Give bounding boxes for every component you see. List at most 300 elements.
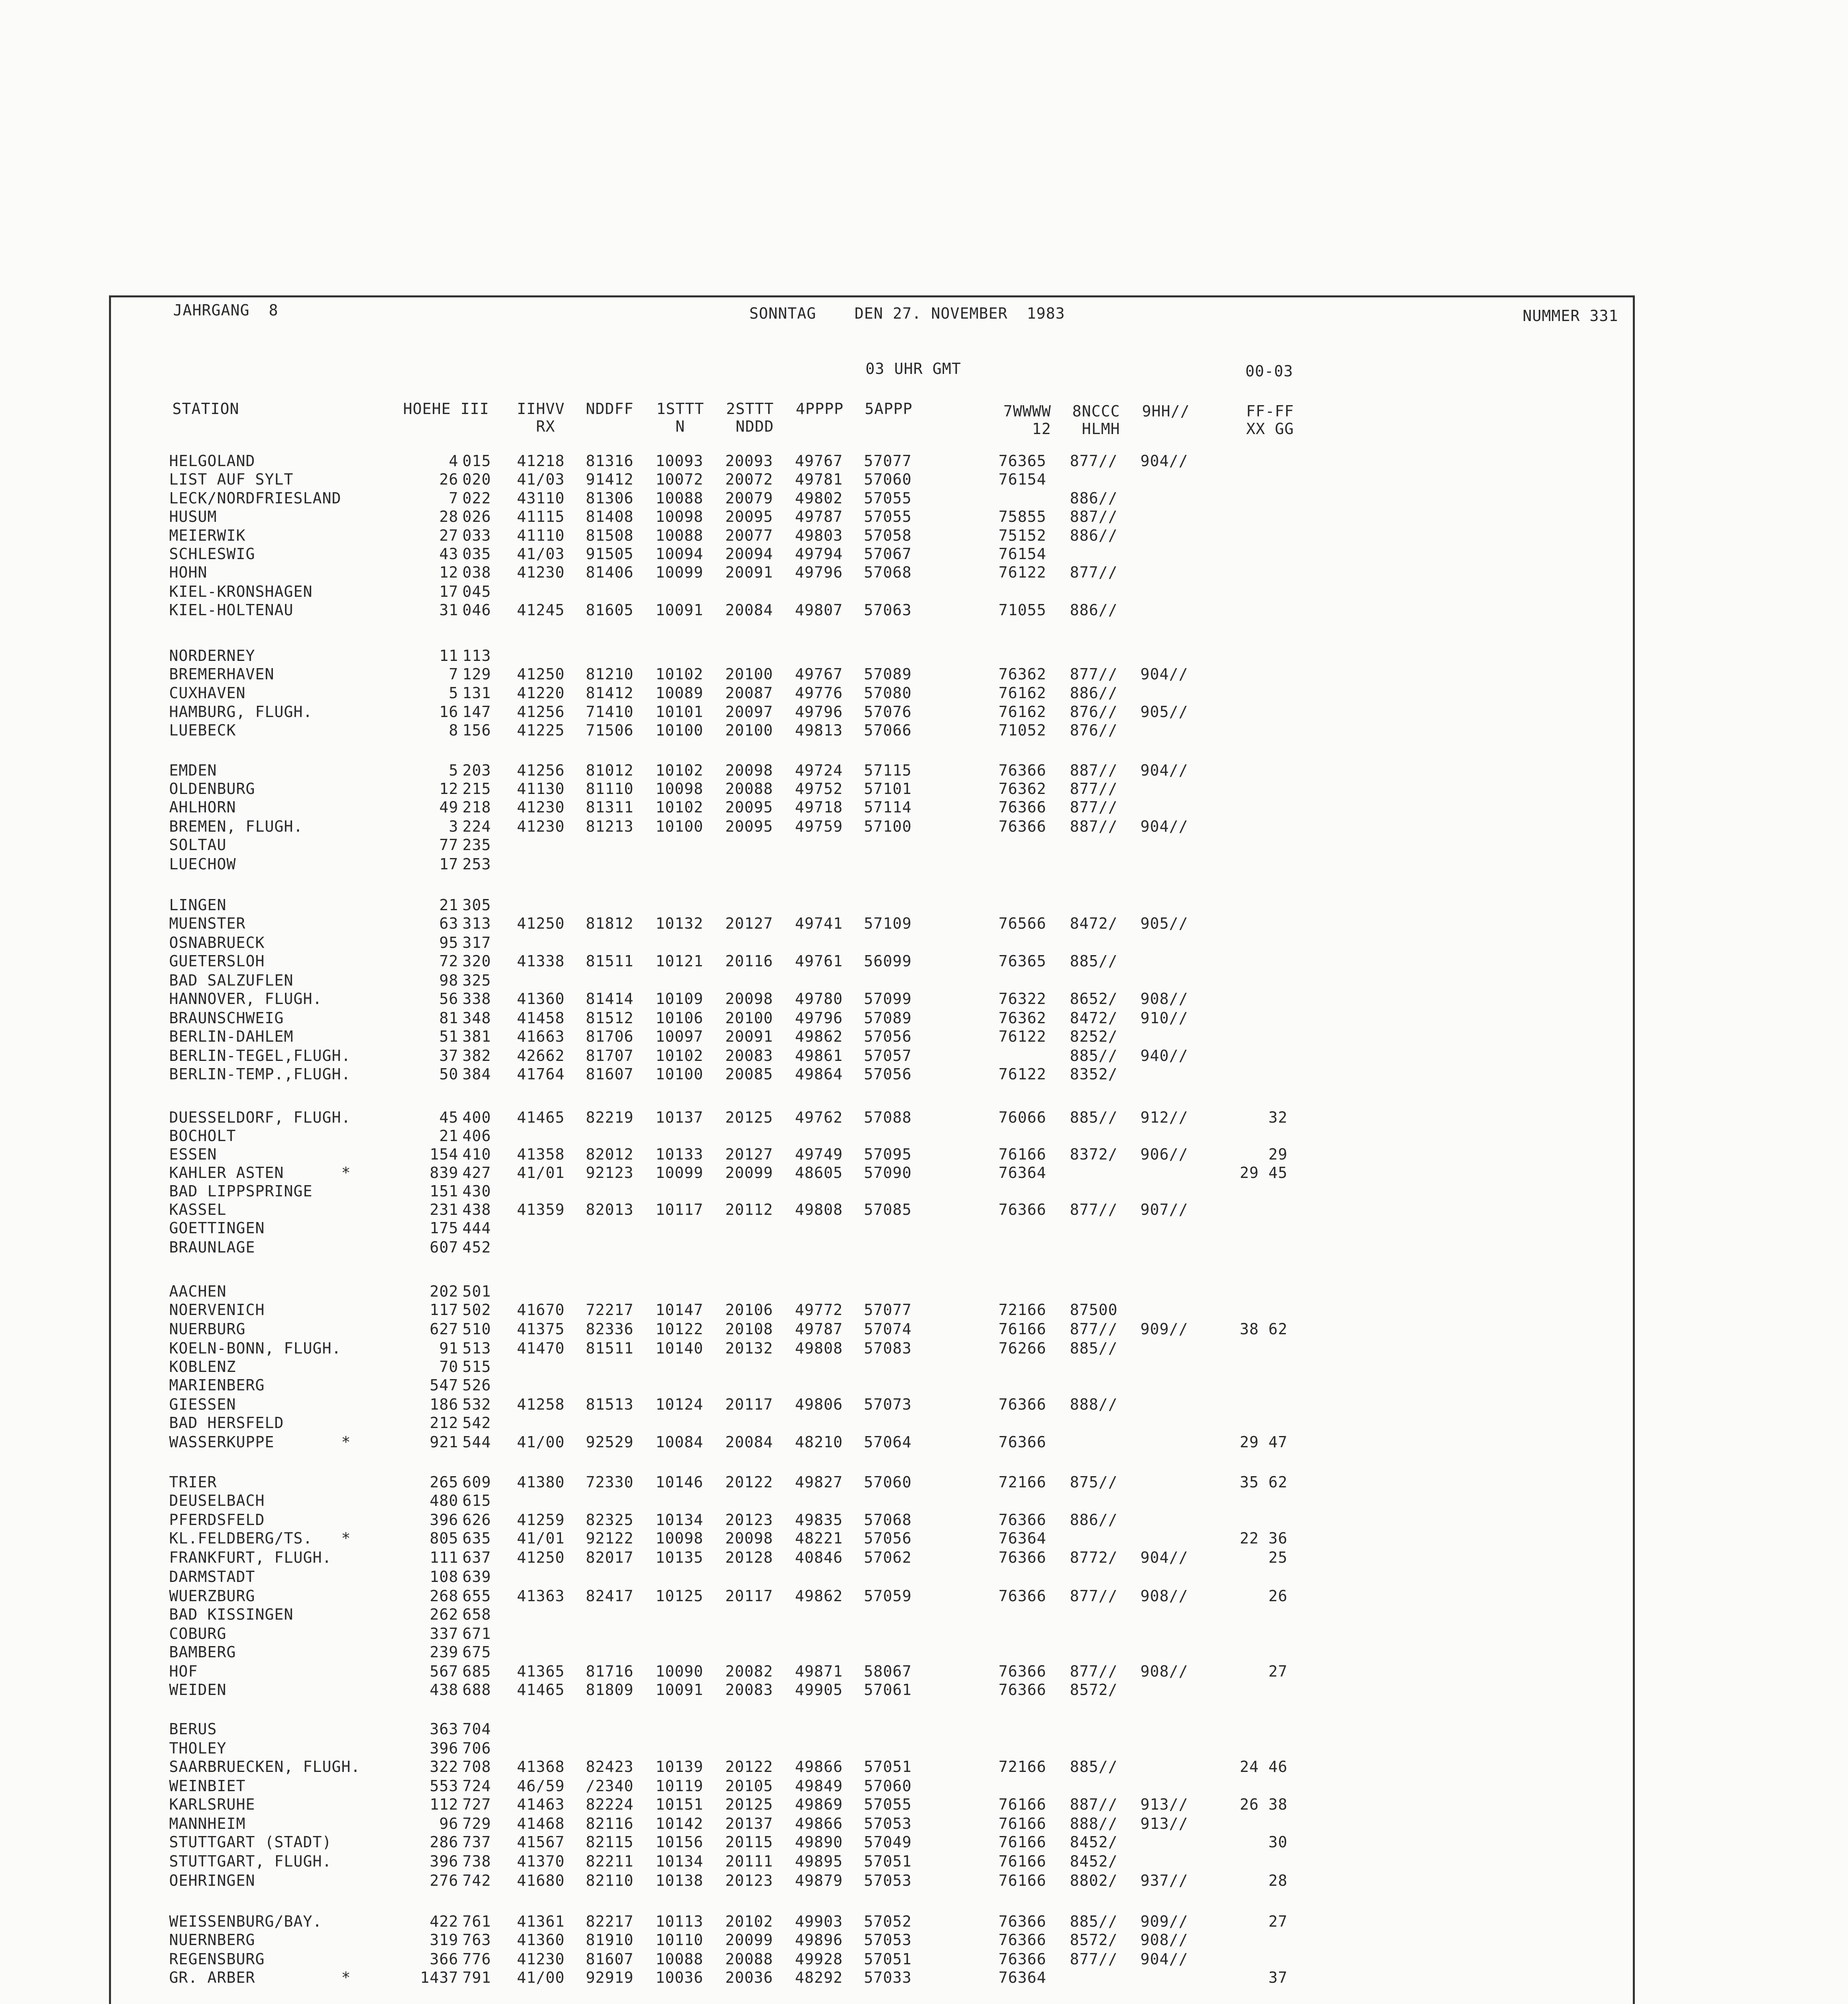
cell-g3: 10125 [656,1587,704,1605]
cell-g5: 49724 [795,762,843,779]
cell-h: 16 [439,703,458,721]
cell-g1: 41359 [517,1201,565,1218]
cell-iii: 156 [462,721,491,739]
cell-h: 151 [430,1182,458,1200]
cell-g7: 76322 [999,990,1047,1008]
station-name: HUSUM [169,508,217,525]
cell-h: 95 [439,934,458,951]
cell-g6: 57115 [864,762,912,779]
cell-g1: 41375 [517,1320,565,1338]
cell-g2: 81210 [586,665,634,683]
cell-g10: 27 [1240,1663,1288,1680]
cell-g7: 76166 [999,1796,1047,1813]
cell-iii: 022 [462,489,491,507]
cell-g7: 75855 [999,508,1047,525]
cell-h: 45 [439,1109,458,1126]
cell-iii: 532 [462,1396,491,1413]
station-name: HAMBURG, FLUGH. [169,703,313,721]
cell-g7: 76154 [999,471,1047,488]
cell-g5: 49718 [795,798,843,816]
cell-h: 231 [430,1201,458,1218]
cell-h: 547 [430,1376,458,1394]
cell-g5: 49776 [795,684,843,702]
cell-g5: 40846 [795,1549,843,1566]
cell-h: 112 [430,1796,458,1813]
cell-iii: 515 [462,1358,491,1376]
cell-g9: 904// [1140,1549,1188,1566]
cell-g1: 41115 [517,508,565,525]
cell-iii: 046 [462,601,491,619]
cell-g3: 10098 [656,508,704,525]
cell-g4: 20099 [725,1164,773,1182]
station-name: AHLHORN [169,798,236,816]
cell-g9: 904// [1140,665,1188,683]
cell-g4: 20036 [725,1969,773,1986]
cell-g6: 57068 [864,1511,912,1529]
cell-h: 480 [430,1492,458,1509]
cell-g6: 57100 [864,818,912,835]
station-name: EMDEN [169,762,217,779]
cell-g1: 41468 [517,1815,565,1832]
cell-iii: 348 [462,1009,491,1027]
station-name: MEIERWIK [169,527,246,544]
cell-g3: 10102 [656,798,704,816]
cell-g5: 49862 [795,1587,843,1605]
cell-g4: 20098 [725,762,773,779]
cell-g3: 10133 [656,1145,704,1163]
cell-g2: 81414 [586,990,634,1008]
cell-g10: 30 [1240,1833,1288,1851]
cell-g1: 41458 [517,1009,565,1027]
station-name: REGENSBURG [169,1950,265,1968]
cell-g8: 877// [1070,1320,1118,1338]
cell-g9: 937// [1140,1872,1188,1889]
cell-g7: 76364 [999,1969,1047,1986]
cell-g6: 56099 [864,952,912,970]
station-name: NUERBURG [169,1320,246,1338]
cell-g4: 20082 [725,1663,773,1680]
cell-g3: 10088 [656,527,704,544]
station-name: HOF [169,1663,198,1680]
cell-g1: 41360 [517,1931,565,1949]
cell-g6: 57073 [864,1396,912,1413]
cell-h: 319 [430,1931,458,1949]
cell-iii: 338 [462,990,491,1008]
cell-g4: 20122 [725,1758,773,1776]
cell-g4: 20111 [725,1852,773,1870]
cell-g8: 887// [1070,818,1118,835]
cell-g6: 57101 [864,780,912,798]
station-name: BAD HERSFELD [169,1414,284,1432]
station-name: STUTTGART (STADT) [169,1833,332,1851]
cell-g5: 49796 [795,564,843,581]
cell-g7: 76365 [999,452,1047,470]
cell-h: 4 [449,452,458,470]
cell-g5: 49849 [795,1777,843,1795]
cell-iii: 658 [462,1606,491,1623]
cell-iii: 706 [462,1739,491,1757]
cell-g6: 57080 [864,684,912,702]
cell-g3: 10106 [656,1009,704,1027]
cell-iii: 381 [462,1028,491,1045]
cell-iii: 045 [462,583,491,600]
col-hoehe: HOEHE III [403,400,489,418]
cell-g2: 81605 [586,601,634,619]
cell-g7: 76366 [999,1913,1047,1930]
cell-g1: 42662 [517,1047,565,1065]
cell-g4: 20102 [725,1913,773,1930]
cell-g9: 904// [1140,452,1188,470]
cell-g4: 20112 [725,1201,773,1218]
cell-g1: 46/59 [517,1777,565,1795]
cell-h: 26 [439,471,458,488]
cell-g5: 49752 [795,780,843,798]
cell-g6: 57114 [864,798,912,816]
cell-h: 5 [449,762,458,779]
cell-g7: 76154 [999,545,1047,563]
cell-g8: 885// [1070,952,1118,970]
cell-g2: 82012 [586,1145,634,1163]
cell-h: 186 [430,1396,458,1413]
cell-g4: 20100 [725,665,773,683]
cell-g2: 81607 [586,1065,634,1083]
cell-g2: 81508 [586,527,634,544]
cell-g2: 92919 [586,1969,634,1986]
cell-g2: 81511 [586,1339,634,1357]
cell-g4: 20100 [725,1009,773,1027]
cell-g6: 57088 [864,1109,912,1126]
cell-g5: 49808 [795,1339,843,1357]
cell-g8: 8772/ [1070,1549,1118,1566]
cell-h: 12 [439,564,458,581]
cell-g5: 49869 [795,1796,843,1813]
cell-g3: 10139 [656,1758,704,1776]
cell-g10: 35 62 [1240,1473,1288,1491]
cell-g5: 49862 [795,1028,843,1045]
cell-g2: 81110 [586,780,634,798]
cell-g3: 10097 [656,1028,704,1045]
cell-h: 7 [449,665,458,683]
cell-iii: 544 [462,1433,491,1451]
cell-h: 805 [430,1529,458,1547]
cell-iii: 147 [462,703,491,721]
cell-g5: 49813 [795,721,843,739]
cell-g8: 888// [1070,1396,1118,1413]
cell-h: 56 [439,990,458,1008]
cell-g8: 876// [1070,721,1118,739]
station-name: KIEL-HOLTENAU [169,601,294,619]
cell-g8: 885// [1070,1339,1118,1357]
cell-g4: 20117 [725,1587,773,1605]
cell-g9: 904// [1140,818,1188,835]
cell-g4: 20098 [725,990,773,1008]
cell-h: 5 [449,684,458,702]
cell-g9: 912// [1140,1109,1188,1126]
cell-g6: 57060 [864,1777,912,1795]
station-name: BERUS [169,1720,217,1738]
cell-g2: 81311 [586,798,634,816]
cell-g4: 20108 [725,1320,773,1338]
cell-g5: 49767 [795,665,843,683]
cell-g1: 41/03 [517,471,565,488]
cell-g4: 20093 [725,452,773,470]
cell-g5: 49861 [795,1047,843,1065]
cell-g5: 49866 [795,1758,843,1776]
cell-h: 286 [430,1833,458,1851]
cell-g3: 10093 [656,452,704,470]
cell-g4: 20084 [725,601,773,619]
cell-iii: 675 [462,1643,491,1661]
cell-g8: 876// [1070,703,1118,721]
cell-g8: 885// [1070,1758,1118,1776]
cell-h: 49 [439,798,458,816]
cell-g6: 57068 [864,564,912,581]
cell-g2: 81316 [586,452,634,470]
cell-iii: 317 [462,934,491,951]
cell-iii: 615 [462,1492,491,1509]
cell-h: 202 [430,1283,458,1300]
cell-g10: 28 [1240,1872,1288,1889]
cell-g8: 886// [1070,601,1118,619]
cell-g3: 10094 [656,545,704,563]
cell-g8: 888// [1070,1815,1118,1832]
station-name: BREMEN, FLUGH. [169,818,303,835]
cell-h: 627 [430,1320,458,1338]
station-name: KL.FELDBERG/TS. * [169,1529,351,1547]
cell-g8: 877// [1070,1663,1118,1680]
cell-g5: 49928 [795,1950,843,1968]
cell-h: 37 [439,1047,458,1065]
cell-g5: 49767 [795,452,843,470]
cell-g3: 10134 [656,1852,704,1870]
cell-h: 98 [439,972,458,989]
cell-iii: 742 [462,1872,491,1889]
station-name: GIESSEN [169,1396,236,1413]
col-station: STATION [172,400,240,418]
cell-g6: 57055 [864,489,912,507]
cell-g1: 41230 [517,564,565,581]
cell-g2: 81406 [586,564,634,581]
cell-g2: 71506 [586,721,634,739]
cell-g1: 41225 [517,721,565,739]
cell-g7: 76122 [999,1028,1047,1045]
cell-g5: 49759 [795,818,843,835]
cell-g4: 20106 [725,1301,773,1319]
cell-g7: 76162 [999,684,1047,702]
cell-iii: 033 [462,527,491,544]
cell-g9: 905// [1140,703,1188,721]
cell-g2: 72330 [586,1473,634,1491]
cell-iii: 015 [462,452,491,470]
cell-g8: 8452/ [1070,1852,1118,1870]
cell-g6: 57056 [864,1065,912,1083]
cell-g8: 885// [1070,1913,1118,1930]
cell-g5: 49871 [795,1663,843,1680]
cell-g3: 10088 [656,1950,704,1968]
station-name: HANNOVER, FLUGH. [169,990,323,1008]
cell-g3: 10142 [656,1815,704,1832]
cell-g9: 905// [1140,915,1188,932]
cell-g6: 57053 [864,1815,912,1832]
station-name: BERLIN-TEGEL,FLUGH. [169,1047,351,1065]
cell-g1: 41/00 [517,1969,565,1986]
cell-g8: 8802/ [1070,1872,1118,1889]
cell-iii: 131 [462,684,491,702]
cell-g1: 41250 [517,665,565,683]
cell-h: 839 [430,1164,458,1182]
station-name: LUEBECK [169,721,236,739]
cell-g8: 877// [1070,452,1118,470]
cell-g1: 41256 [517,703,565,721]
cell-g10: 25 [1240,1549,1288,1566]
cell-g6: 57059 [864,1587,912,1605]
cell-g3: 10102 [656,1047,704,1065]
cell-g5: 48605 [795,1164,843,1182]
cell-iii: 708 [462,1758,491,1776]
cell-g7: 76122 [999,564,1047,581]
station-name: THOLEY [169,1739,227,1757]
cell-g7: 76364 [999,1529,1047,1547]
cell-h: 50 [439,1065,458,1083]
cell-g2: 72217 [586,1301,634,1319]
cell-g4: 20115 [725,1833,773,1851]
cell-g6: 58067 [864,1663,912,1680]
cell-g2: 81706 [586,1028,634,1045]
cell-g5: 48210 [795,1433,843,1451]
cell-iii: 203 [462,762,491,779]
jahrgang-label: JAHRGANG 8 [173,301,278,319]
cell-iii: 738 [462,1852,491,1870]
cell-h: 921 [430,1433,458,1451]
cell-h: 11 [439,647,458,665]
cell-g1: 41220 [517,684,565,702]
cell-h: 72 [439,952,458,970]
cell-g9: 907// [1140,1201,1188,1218]
cell-g7: 76366 [999,1681,1047,1699]
cell-g6: 57063 [864,601,912,619]
cell-g6: 57066 [864,721,912,739]
cell-g7: 76566 [999,915,1047,932]
cell-iii: 026 [462,508,491,525]
cell-g1: 43110 [517,489,565,507]
cell-g8: 8652/ [1070,990,1118,1008]
cell-g1: 41465 [517,1109,565,1126]
cell-g4: 20083 [725,1681,773,1699]
cell-g5: 49896 [795,1931,843,1949]
cell-g3: 10098 [656,1529,704,1547]
cell-g8: 885// [1070,1109,1118,1126]
cell-g7: 76166 [999,1815,1047,1832]
cell-g5: 48221 [795,1529,843,1547]
cell-g3: 10102 [656,665,704,683]
station-name: COBURG [169,1625,227,1642]
station-name: BAMBERG [169,1643,236,1661]
cell-iii: 430 [462,1182,491,1200]
cell-g7: 76362 [999,780,1047,798]
station-name: STUTTGART, FLUGH. [169,1852,332,1870]
station-name: KARLSRUHE [169,1796,255,1813]
cell-iii: 235 [462,836,491,854]
cell-g10: 29 45 [1240,1164,1288,1182]
cell-g2: 82325 [586,1511,634,1529]
cell-g8: 877// [1070,1587,1118,1605]
cell-g6: 57049 [864,1833,912,1851]
station-name: BRAUNSCHWEIG [169,1009,284,1027]
cell-g5: 49879 [795,1872,843,1889]
cell-g1: 41258 [517,1396,565,1413]
cell-g1: 41250 [517,915,565,932]
cell-g5: 49787 [795,508,843,525]
cell-g4: 20105 [725,1777,773,1795]
cell-g6: 57053 [864,1872,912,1889]
cell-g2: 82013 [586,1201,634,1218]
cell-g1: 41465 [517,1681,565,1699]
cell-g5: 49796 [795,703,843,721]
cell-g2: 82336 [586,1320,634,1338]
cell-g2: 91412 [586,471,634,488]
cell-g2: 81511 [586,952,634,970]
cell-g3: 10113 [656,1913,704,1930]
cell-g7: 76166 [999,1852,1047,1870]
cell-g2: 81707 [586,1047,634,1065]
cell-g2: 81607 [586,1950,634,1968]
cell-g9: 909// [1140,1320,1188,1338]
cell-h: 28 [439,508,458,525]
cell-g7: 76166 [999,1872,1047,1889]
cell-h: 117 [430,1301,458,1319]
cell-g9: 904// [1140,762,1188,779]
cell-g2: 92529 [586,1433,634,1451]
cell-g8: 877// [1070,780,1118,798]
cell-iii: 655 [462,1587,491,1605]
station-name: DARMSTADT [169,1568,255,1586]
cell-g1: 41764 [517,1065,565,1083]
cell-iii: 729 [462,1815,491,1832]
cell-g6: 57085 [864,1201,912,1218]
cell-g7: 71055 [999,601,1047,619]
cell-g4: 20123 [725,1872,773,1889]
station-name: DUESSELDORF, FLUGH. [169,1109,351,1126]
cell-g10: 32 [1240,1109,1288,1126]
cell-iii: 637 [462,1549,491,1566]
cell-g1: 41/03 [517,545,565,563]
cell-g2: 81408 [586,508,634,525]
cell-h: 1437 [420,1969,458,1986]
cell-g8: 877// [1070,564,1118,581]
cell-h: 268 [430,1587,458,1605]
station-name: KAHLER ASTEN * [169,1164,351,1182]
cell-g3: 10036 [656,1969,704,1986]
col-8nccc: 8NCCC HLMH [1072,402,1120,438]
cell-g3: 10110 [656,1931,704,1949]
cell-g4: 20088 [725,780,773,798]
col-nddff: NDDFF [586,400,634,418]
cell-h: 96 [439,1815,458,1832]
cell-g4: 20127 [725,1145,773,1163]
cell-g4: 20099 [725,1931,773,1949]
cell-g4: 20084 [725,1433,773,1451]
cell-g5: 49806 [795,1396,843,1413]
station-name: ESSEN [169,1145,217,1163]
cell-iii: 427 [462,1164,491,1182]
cell-g3: 10146 [656,1473,704,1491]
cell-g6: 57058 [864,527,912,544]
station-name: MANNHEIM [169,1815,246,1832]
cell-g6: 57061 [864,1681,912,1699]
cell-g8: 887// [1070,1796,1118,1813]
cell-h: 27 [439,527,458,544]
cell-g6: 57062 [864,1549,912,1566]
